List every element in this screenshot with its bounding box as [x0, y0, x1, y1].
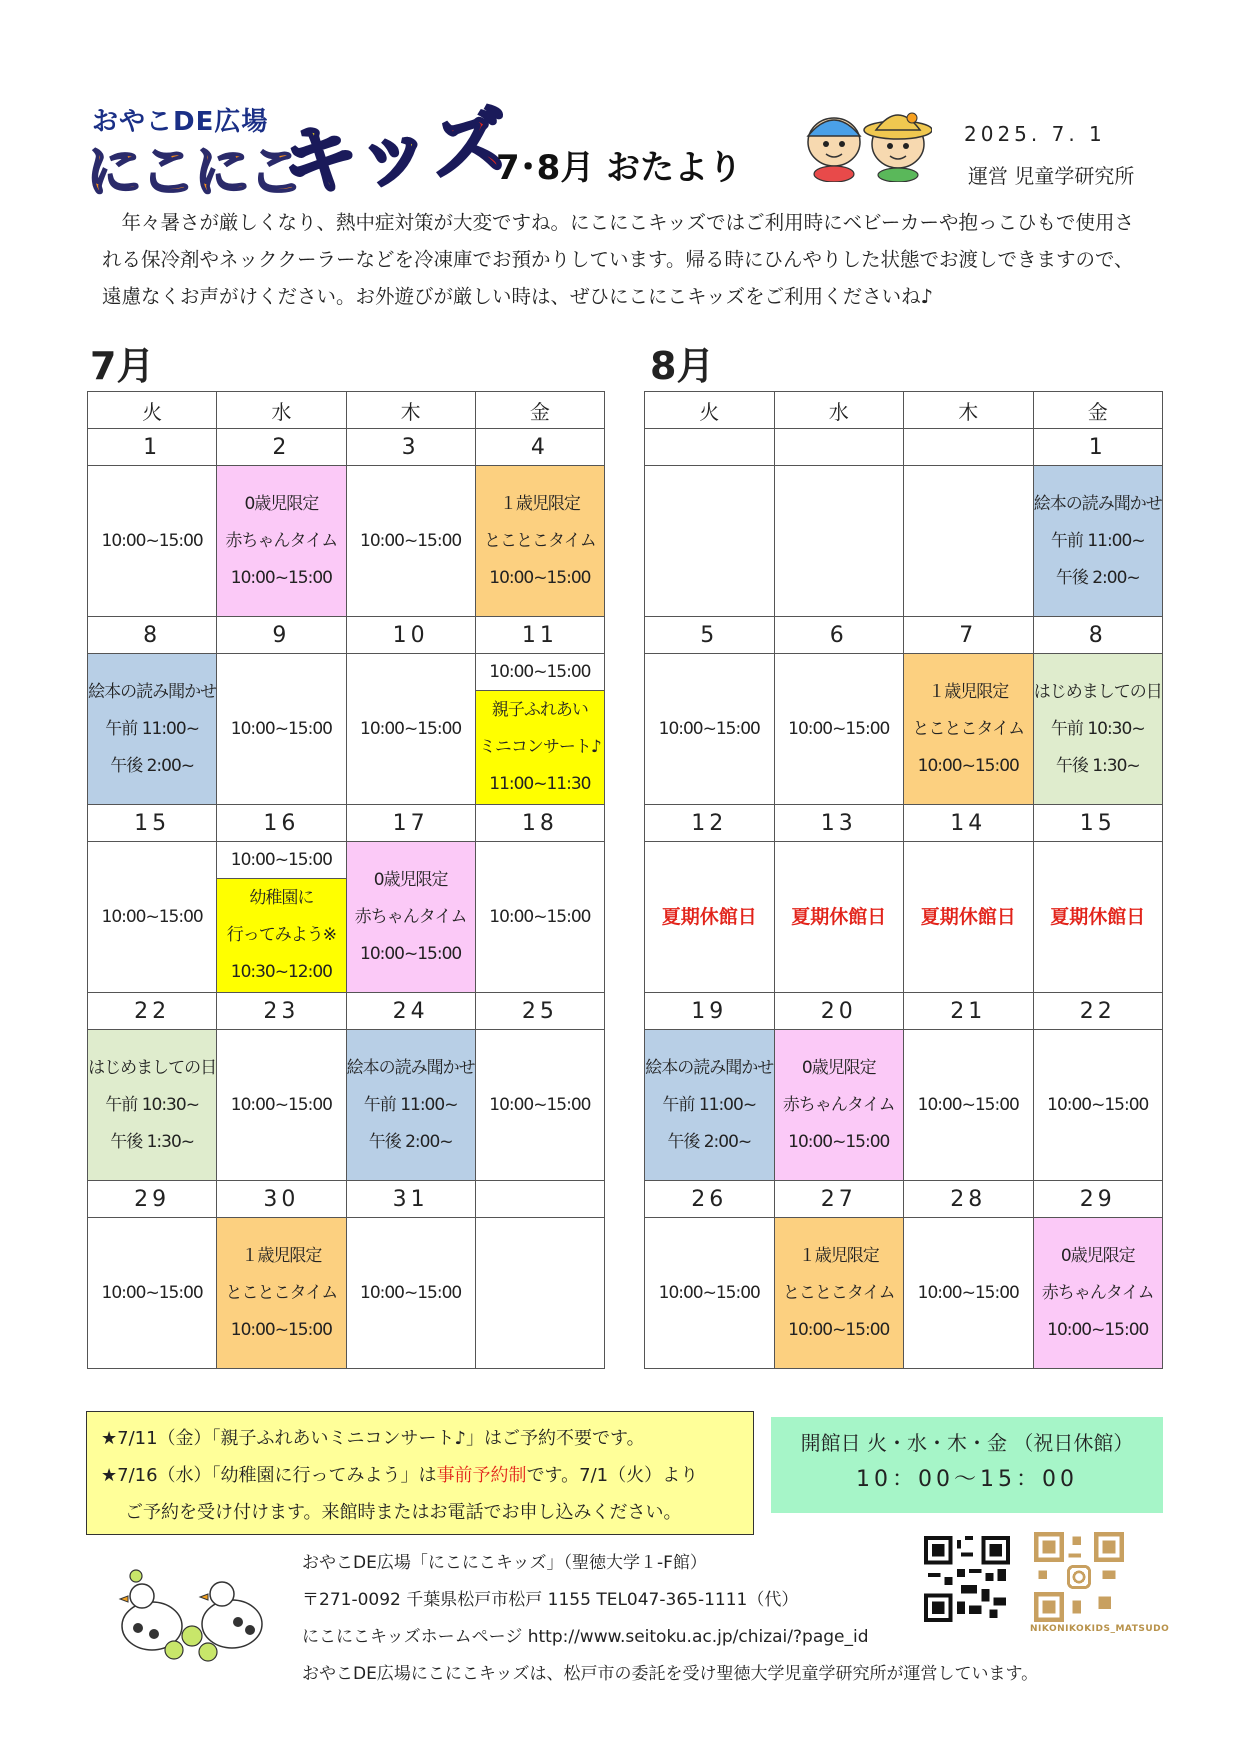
event-line: １歳児限定 [241, 1245, 322, 1266]
event-line: 幼稚園に [249, 888, 314, 908]
event-line: 10:00~15:00 [360, 718, 462, 739]
event-line: とことこタイム [484, 530, 596, 551]
day-cell [1033, 654, 1163, 805]
day-cell [346, 466, 475, 617]
day-cell [1033, 1030, 1163, 1181]
intro-paragraph: 年々暑さが厳しくなり、熱中症対策が大変ですね。にこにこキッズではご利用時にベビーカーや抱っこひもで使用される保冷剤やネッククーラーなどを冷凍庫でお預かりしています。帰る時にひんやりした状態でお渡しできますので、遠慮なくお声がけください。お外遊びが厳しい時は、ぜひにこにこキッズをご利用くださいね♪ [102, 211, 1134, 308]
day-cell [475, 466, 604, 617]
opening-time: 10：00～15：00 [856, 1467, 1078, 1492]
date-number: 29 [88, 1181, 217, 1218]
event-line: 午後 1:30~ [110, 1131, 195, 1152]
day-cell [904, 466, 1034, 617]
date-row [645, 617, 1163, 654]
event-row [645, 842, 1163, 993]
date-number: 22 [88, 993, 217, 1030]
day-cell [645, 842, 775, 993]
ducks-illustration [112, 1566, 272, 1666]
event-line: 10:00~15:00 [101, 530, 203, 551]
event-line: 10:00~15:00 [230, 1319, 332, 1340]
date-row [88, 993, 605, 1030]
day-cell [88, 466, 217, 617]
operator: 運営 児童学研究所 [968, 164, 1135, 188]
event-line: 0歳児限定 [373, 869, 448, 890]
note-kindergarten-a: ★7/16（水）「幼稚園に行ってみよう」は [101, 1465, 437, 1486]
event-row [88, 654, 605, 805]
date-number: 19 [645, 993, 775, 1030]
date-number: 21 [904, 993, 1034, 1030]
day-cell [217, 1218, 346, 1369]
day-cell [1033, 842, 1163, 993]
date-number: 25 [475, 993, 604, 1030]
date-number: 15 [1033, 805, 1163, 842]
weekday-header: 水 [774, 392, 904, 429]
event-row [645, 466, 1163, 617]
day-cell [774, 1030, 904, 1181]
issue-date: 2025. 7. 1 [964, 122, 1106, 146]
event-line: 0歳児限定 [1060, 1245, 1135, 1266]
weekday-header-row [645, 392, 1163, 429]
date-number: 23 [217, 993, 346, 1030]
event-line: 午後 2:00~ [110, 755, 195, 776]
date-number: 4 [475, 429, 604, 466]
event-line: 午後 2:00~ [1055, 567, 1140, 588]
date-number: 6 [774, 617, 904, 654]
day-cell [346, 842, 475, 993]
event-line: 10:00~15:00 [360, 943, 462, 964]
event-line: 10:00~15:00 [917, 1282, 1019, 1303]
day-cell [645, 466, 775, 617]
day-cell [346, 654, 475, 805]
event-line: 午前 11:00~ [1050, 530, 1145, 551]
opening-hours-box [771, 1417, 1163, 1513]
closed-day-label: 夏期休館日 [661, 905, 757, 928]
note-kindergarten [101, 1457, 753, 1494]
event-row [88, 1218, 605, 1369]
date-number: 8 [1033, 617, 1163, 654]
date-row [88, 805, 605, 842]
weekday-header: 火 [88, 392, 217, 429]
event-line: 午後 2:00~ [368, 1131, 453, 1152]
date-number: 16 [217, 805, 346, 842]
day-cell [88, 1218, 217, 1369]
date-number: 7 [904, 617, 1034, 654]
event-line: 10:00~15:00 [360, 1282, 462, 1303]
event-line: 10:00~15:00 [917, 755, 1019, 776]
date-number: 31 [346, 1181, 475, 1218]
event-line: 10:00~15:00 [230, 567, 332, 588]
date-number: 13 [774, 805, 904, 842]
note-reservation-required: 事前予約制 [436, 1465, 527, 1486]
weekday-header: 金 [475, 392, 604, 429]
calendar-august [644, 391, 1163, 1369]
event-line: 絵本の読み聞かせ [346, 1057, 475, 1078]
notes-box [86, 1411, 754, 1535]
event-line: 赤ちゃんタイム [354, 906, 467, 927]
day-cell [475, 1030, 604, 1181]
event-line: とことこタイム [912, 718, 1025, 739]
date-number: 14 [904, 805, 1034, 842]
day-cell [904, 1218, 1034, 1369]
day-cell [346, 1218, 475, 1369]
event-line: １歳児限定 [798, 1245, 879, 1266]
day-cell [475, 1218, 604, 1369]
date-number: 24 [346, 993, 475, 1030]
closed-day-label: 夏期休館日 [920, 905, 1016, 928]
date-number: 30 [217, 1181, 346, 1218]
day-cell [645, 1218, 775, 1369]
date-row [645, 993, 1163, 1030]
logo-nikoniko: にこにこ [86, 140, 302, 205]
footer-operator-note: おやこDE広場にこにこキッズは、松戸市の委託を受け聖徳大学児童学研究所が運営しています。 [302, 1664, 1039, 1684]
event-line: 午後 1:30~ [1055, 755, 1140, 776]
event-line: 10:00~15:00 [489, 906, 591, 927]
date-number [645, 429, 775, 466]
event-line: 10:00~15:00 [230, 1094, 332, 1115]
event-line: 親子ふれあい [491, 700, 588, 720]
date-row [88, 1181, 605, 1218]
event-line: 10:00~15:00 [489, 567, 591, 588]
event-line: １歳児限定 [499, 493, 580, 514]
date-number: 5 [645, 617, 775, 654]
date-row [645, 805, 1163, 842]
day-cell [346, 1030, 475, 1181]
date-number: 11 [475, 617, 604, 654]
month-title-july: 7月 [90, 344, 155, 388]
event-line: 10:00~15:00 [917, 1094, 1019, 1115]
date-number [904, 429, 1034, 466]
day-cell [88, 1030, 217, 1181]
event-line: 10:00~15:00 [788, 718, 890, 739]
date-number: 1 [88, 429, 217, 466]
date-number: 12 [645, 805, 775, 842]
date-number [475, 1181, 604, 1218]
event-line: 10:00~15:00 [1047, 1319, 1149, 1340]
note-kindergarten-b: です。7/1（火）より [526, 1465, 699, 1486]
date-number: 2 [217, 429, 346, 466]
event-line: 絵本の読み聞かせ [645, 1057, 774, 1078]
day-cell [774, 654, 904, 805]
date-row [88, 617, 605, 654]
weekday-header: 木 [904, 392, 1034, 429]
day-cell [217, 842, 346, 993]
mascot-children-illustration [800, 100, 932, 182]
homepage-qr-code-icon[interactable] [924, 1536, 1010, 1622]
event-line: 10:00~15:00 [658, 718, 760, 739]
date-number: 29 [1033, 1181, 1163, 1218]
event-row [645, 654, 1163, 805]
day-cell [774, 1218, 904, 1369]
day-cell [774, 842, 904, 993]
event-line: 10:30~12:00 [230, 962, 332, 982]
day-cell [904, 1030, 1034, 1181]
event-row [88, 1030, 605, 1181]
weekday-header: 木 [346, 392, 475, 429]
event-line: 午後 2:00~ [667, 1131, 752, 1152]
special-event [476, 691, 604, 804]
event-line: 午前 10:30~ [1050, 718, 1145, 739]
opening-days: 開館日 火・水・木・金 （祝日休館） [800, 1431, 1134, 1455]
event-line: 赤ちゃんタイム [1041, 1282, 1154, 1303]
event-line: とことこタイム [782, 1282, 895, 1303]
day-cell [475, 842, 604, 993]
event-line: 午前 11:00~ [662, 1094, 757, 1115]
weekday-header: 金 [1033, 392, 1163, 429]
event-line: 10:00~15:00 [489, 1094, 591, 1115]
event-line: 午前 10:30~ [105, 1094, 199, 1115]
event-line: 午前 11:00~ [363, 1094, 458, 1115]
event-line: はじめましての日 [1033, 681, 1162, 702]
event-line: １歳児限定 [928, 681, 1009, 702]
event-line: はじめましての日 [88, 1057, 217, 1078]
date-row [88, 429, 605, 466]
event-line: 10:00~15:00 [1047, 1094, 1149, 1115]
month-title-august: 8月 [650, 344, 715, 388]
newsletter-title: 7･8月 おたより [496, 148, 743, 188]
event-line: 10:00~15:00 [658, 1282, 760, 1303]
date-number: 10 [346, 617, 475, 654]
day-cell [645, 654, 775, 805]
day-cell [904, 842, 1034, 993]
date-number: 1 [1033, 429, 1163, 466]
event-line: 絵本の読み聞かせ [1033, 493, 1162, 514]
day-cell [88, 654, 217, 805]
closed-day-label: 夏期休館日 [791, 905, 887, 928]
event-line: 10:00~15:00 [101, 1282, 203, 1303]
weekday-header-row [88, 392, 605, 429]
event-line: 0歳児限定 [244, 493, 319, 514]
date-number: 22 [1033, 993, 1163, 1030]
date-row [645, 1181, 1163, 1218]
calendar-july [87, 391, 605, 1369]
day-cell [475, 654, 604, 805]
event-line: 10:00~15:00 [101, 906, 203, 927]
date-row [645, 429, 1163, 466]
day-cell [217, 466, 346, 617]
event-row [645, 1218, 1163, 1369]
day-cell [217, 1030, 346, 1181]
event-line: 10:00~15:00 [788, 1319, 890, 1340]
day-cell [645, 1030, 775, 1181]
open-hours: 10:00~15:00 [217, 842, 345, 879]
event-line: とことこタイム [225, 1282, 338, 1303]
note-concert: ★7/11（金）「親子ふれあいミニコンサート♪」はご予約不要です。 [101, 1428, 645, 1449]
day-cell [1033, 466, 1163, 617]
date-number: 15 [88, 805, 217, 842]
event-line: 0歳児限定 [801, 1057, 876, 1078]
event-line: 絵本の読み聞かせ [88, 681, 217, 702]
open-hours: 10:00~15:00 [476, 654, 604, 691]
day-cell [904, 654, 1034, 805]
special-event [217, 879, 345, 992]
event-line: 赤ちゃんタイム [225, 530, 338, 551]
logo-kids-a: キッ [277, 104, 437, 209]
event-line: 午前 11:00~ [105, 718, 199, 739]
logo-kids [276, 80, 513, 212]
day-cell [217, 654, 346, 805]
date-number: 18 [475, 805, 604, 842]
event-line: 10:00~15:00 [788, 1131, 890, 1152]
weekday-header: 火 [645, 392, 775, 429]
event-line: 11:00~11:30 [489, 774, 591, 794]
event-line: 赤ちゃんタイム [782, 1094, 895, 1115]
date-number: 27 [774, 1181, 904, 1218]
date-number: 28 [904, 1181, 1034, 1218]
event-row [88, 466, 605, 617]
day-cell [1033, 1218, 1163, 1369]
logo-kids-b: ズ [427, 96, 513, 193]
note-reservation-info: ご予約を受け付けます。来館時またはお電話でお申し込みください。 [125, 1502, 682, 1523]
instagram-qr-code-icon[interactable] [1034, 1532, 1124, 1622]
day-cell [88, 842, 217, 993]
day-cell [774, 466, 904, 617]
event-line: 行ってみよう※ [226, 925, 336, 945]
logo-subtitle: おやこDE広場 [92, 107, 269, 137]
event-line: ミニコンサート♪ [478, 737, 601, 757]
closed-day-label: 夏期休館日 [1050, 905, 1146, 928]
date-number: 8 [88, 617, 217, 654]
footer-homepage-link[interactable]: にこにこキッズホームページ http://www.seitoku.ac.jp/chizai/?page_id [302, 1627, 869, 1647]
weekday-header: 水 [217, 392, 346, 429]
footer-address: 〒271-0092 千葉県松戸市松戸 1155 TEL047-365-1111（代） [302, 1590, 799, 1610]
date-number: 3 [346, 429, 475, 466]
date-number: 20 [774, 993, 904, 1030]
date-number [774, 429, 904, 466]
event-line: 10:00~15:00 [230, 718, 332, 739]
date-number: 9 [217, 617, 346, 654]
event-row [645, 1030, 1163, 1181]
footer-venue: おやこDE広場「にこにこキッズ」（聖徳大学１-F館） [302, 1553, 707, 1573]
date-number: 26 [645, 1181, 775, 1218]
event-row [88, 842, 605, 993]
instagram-account-label: NIKONIKOKIDS_MATSUDO [1030, 1624, 1170, 1634]
date-number: 17 [346, 805, 475, 842]
event-line: 10:00~15:00 [360, 530, 462, 551]
